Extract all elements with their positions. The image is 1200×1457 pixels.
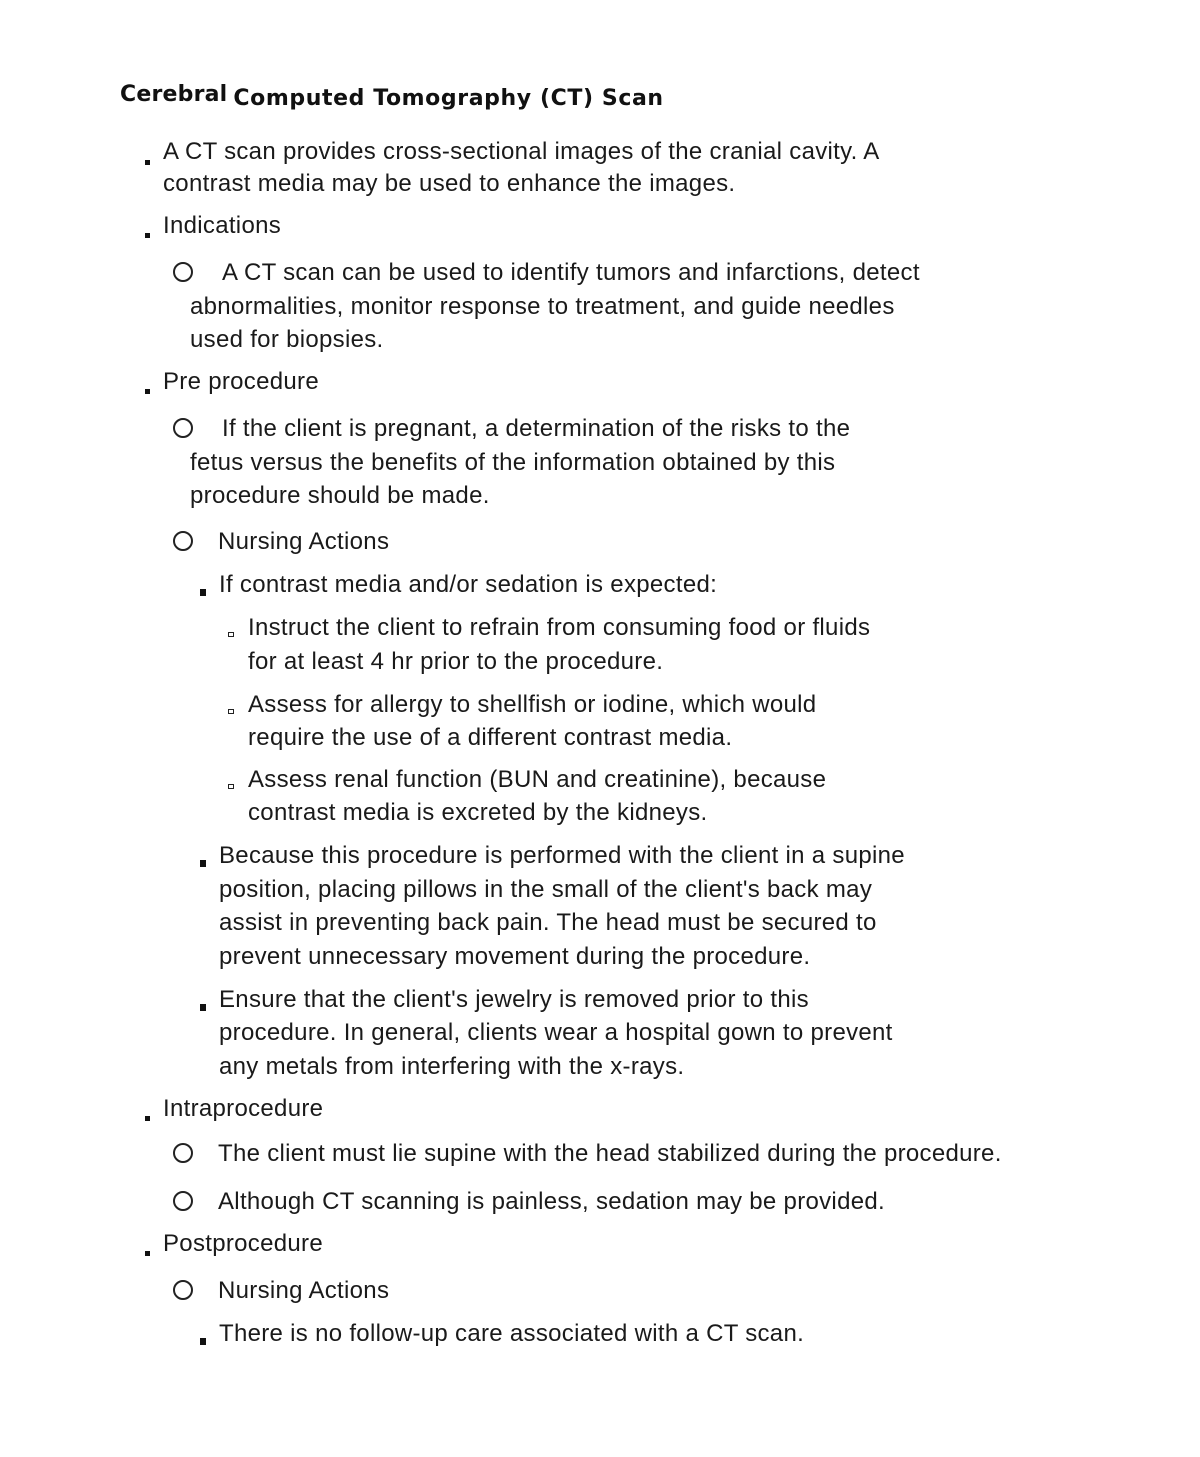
- indications-line-1: A CT scan can be used to identify tumors and infarctions, detect: [222, 259, 920, 286]
- circle-bullet: [173, 418, 193, 438]
- intro-line-1: A CT scan provides cross-sectional images of the cranial cavity. A: [163, 138, 880, 165]
- bullet-dot: [145, 1251, 150, 1256]
- supine-line-1: Because this procedure is performed with the client in a supine: [219, 842, 905, 869]
- hollow-square-bullet: [228, 632, 234, 637]
- circle-bullet: [173, 1143, 193, 1163]
- supine-line-4: prevent unnecessary movement during the procedure.: [219, 943, 811, 970]
- title-rest: Computed Tomography (CT) Scan: [233, 86, 664, 111]
- circle-bullet: [173, 262, 193, 282]
- bullet-dot: [145, 233, 150, 238]
- bullet-dot: [145, 389, 150, 394]
- followup-line: There is no follow-up care associated with a CT scan.: [219, 1320, 805, 1347]
- bullet-dot: [145, 160, 150, 165]
- heading-pre-procedure: Pre procedure: [163, 368, 319, 395]
- instruct-line-1: Instruct the client to refrain from consuming food or fluids: [248, 614, 871, 641]
- title-word-cerebral: Cerebral: [120, 82, 228, 107]
- heading-intraprocedure: Intraprocedure: [163, 1095, 324, 1122]
- indications-line-3: used for biopsies.: [190, 326, 384, 353]
- renal-line-1: Assess renal function (BUN and creatinine), because: [248, 766, 827, 793]
- allergy-line-1: Assess for allergy to shellfish or iodine, which would: [248, 691, 817, 718]
- instruct-line-2: for at least 4 hr prior to the procedure.: [248, 648, 664, 675]
- square-bullet: [200, 1004, 206, 1011]
- circle-bullet: [173, 1280, 193, 1300]
- square-bullet: [200, 1338, 206, 1345]
- intro-line-2: contrast media may be used to enhance the images.: [163, 170, 736, 197]
- hollow-square-bullet: [228, 784, 234, 789]
- renal-line-2: contrast media is excreted by the kidneys.: [248, 799, 708, 826]
- intra-line-1: The client must lie supine with the head stabilized during the procedure.: [218, 1140, 1002, 1167]
- jewelry-line-3: any metals from interfering with the x-rays.: [219, 1053, 685, 1080]
- supine-line-2: position, placing pillows in the small of the client's back may: [219, 876, 873, 903]
- jewelry-line-2: procedure. In general, clients wear a hospital gown to prevent: [219, 1019, 893, 1046]
- bullet-dot: [145, 1116, 150, 1121]
- intra-line-2: Although CT scanning is painless, sedation may be provided.: [218, 1188, 885, 1215]
- pregnancy-line-2: fetus versus the benefits of the information obtained by this: [190, 449, 836, 476]
- circle-bullet: [173, 1191, 193, 1211]
- heading-postprocedure: Postprocedure: [163, 1230, 323, 1257]
- square-bullet: [200, 589, 206, 596]
- nursing-actions-heading: Nursing Actions: [218, 528, 390, 555]
- supine-line-3: assist in preventing back pain. The head must be secured to: [219, 909, 877, 936]
- allergy-line-2: require the use of a different contrast media.: [248, 724, 733, 751]
- contrast-expected-line: If contrast media and/or sedation is expected:: [219, 571, 718, 598]
- heading-indications: Indications: [163, 212, 282, 239]
- pregnancy-line-1: If the client is pregnant, a determination of the risks to the: [222, 415, 851, 442]
- pregnancy-line-3: procedure should be made.: [190, 482, 490, 509]
- circle-bullet: [173, 531, 193, 551]
- jewelry-line-1: Ensure that the client's jewelry is removed prior to this: [219, 986, 809, 1013]
- square-bullet: [200, 860, 206, 867]
- document-title: [120, 82, 664, 111]
- nursing-actions-heading-post: Nursing Actions: [218, 1277, 390, 1304]
- hollow-square-bullet: [228, 709, 234, 714]
- indications-line-2: abnormalities, monitor response to treatment, and guide needles: [190, 293, 895, 320]
